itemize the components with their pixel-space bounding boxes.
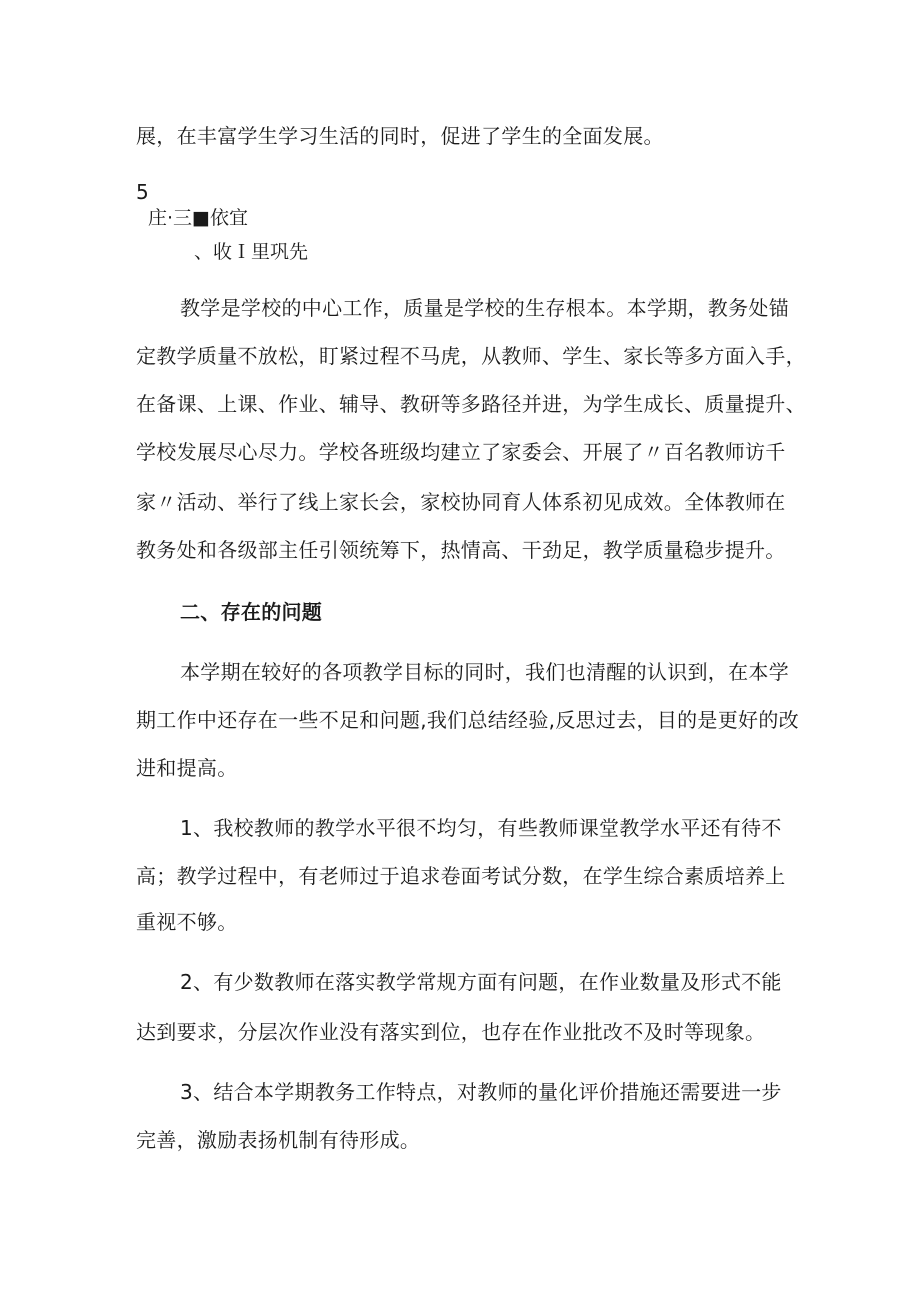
paragraph-line: 2、有少数教师在落实教学常规方面有问题，在作业数量及形式不能 [180, 970, 782, 994]
paragraph-line: 教学是学校的中心工作，质量是学校的生存根本。本学期，教务处锚 [180, 296, 789, 320]
paragraph-line: 高；教学过程中，有老师过于追求卷面考试分数，在学生综合素质培养上 [136, 864, 786, 888]
paragraph-line: 期工作中还存在一些不足和问题,我们总结经验,反思过去，目的是更好的改 [136, 708, 799, 732]
paragraph-line: 重视不够。 [136, 910, 238, 934]
paragraph-line: 家〃活动、举行了线上家长会，家校协同育人体系初见成效。全体教师在 [136, 490, 786, 514]
paragraph-line: 达到要求，分层次作业没有落实到位，也存在作业批改不及时等现象。 [136, 1020, 766, 1044]
paragraph-line: 1、我校教师的教学水平很不均匀，有些教师课堂教学水平还有待不 [180, 816, 782, 840]
section-heading: 二、存在的问题 [180, 600, 323, 624]
paragraph-line: 本学期在较好的各项教学目标的同时，我们也清醒的认识到，在本学 [180, 660, 789, 684]
garbled-heading-line-2: 、收Ｉ里巩先 [194, 241, 309, 263]
intro-closing-line: 展，在丰富学生学习生活的同时，促进了学生的全面发展。 [136, 124, 664, 148]
paragraph-line: 教务处和各级部主任引领统筹下，热情高、干劲足，教学质量稳步提升。 [136, 538, 786, 562]
paragraph-line: 完善，激励表扬机制有待形成。 [136, 1128, 421, 1152]
paragraph-line: 在备课、上课、作业、辅导、教研等多路径并进，为学生成长、质量提升、 [136, 392, 806, 416]
paragraph-line: 进和提高。 [136, 756, 238, 780]
paragraph-line: 定教学质量不放松，盯紧过程不马虎，从教师、学生、家长等多方面入手， [136, 344, 806, 368]
paragraph-line: 学校发展尽心尽力。学校各班级均建立了家委会、开展了〃百名教师访千 [136, 440, 786, 464]
paragraph-line: 3、结合本学期教务工作特点，对教师的量化评价措施还需要进一步 [180, 1080, 782, 1104]
page-number: 5 [136, 180, 149, 204]
garbled-heading-line-1: 庄·三■依宜 [148, 207, 248, 229]
